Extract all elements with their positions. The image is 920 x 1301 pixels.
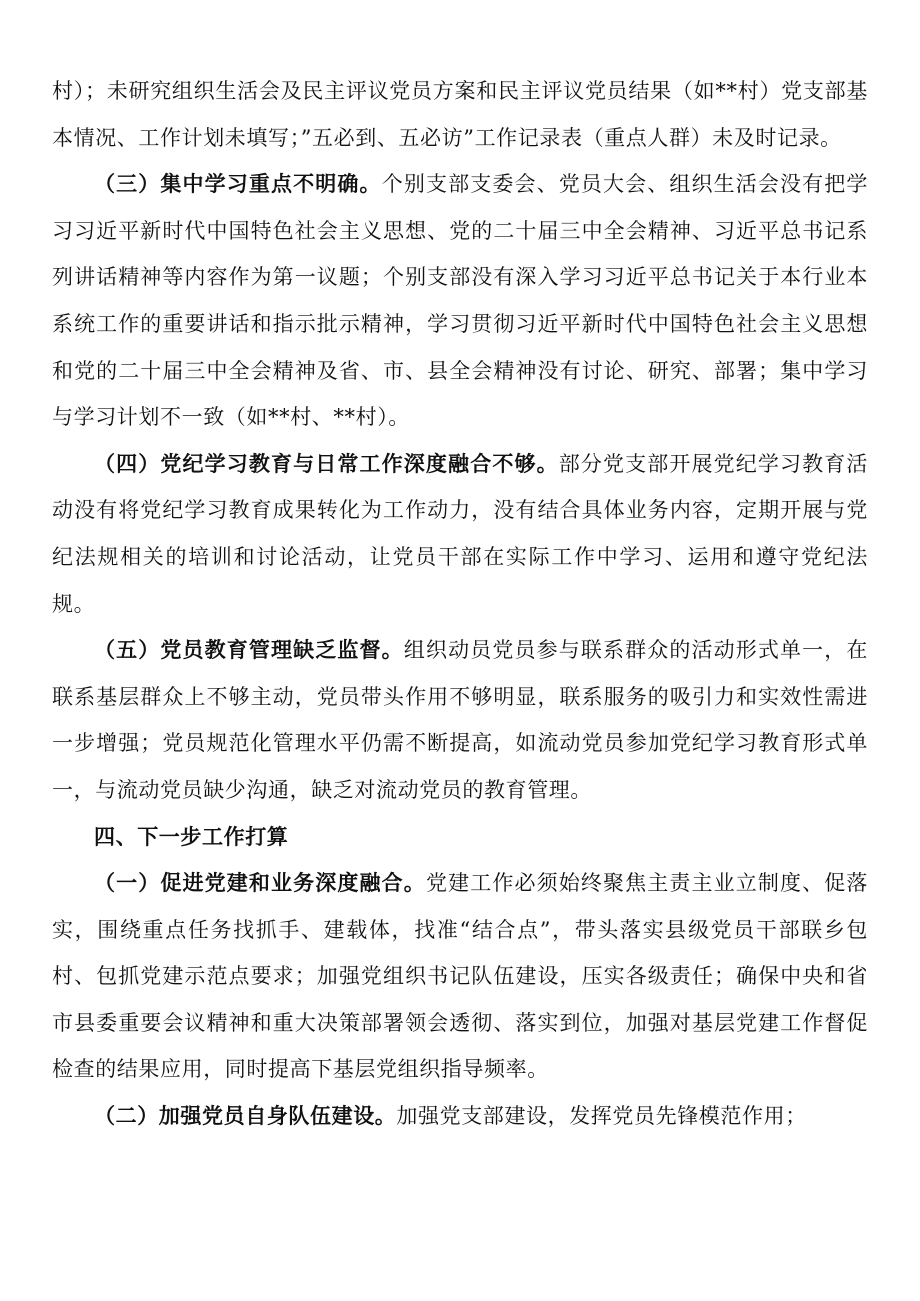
paragraph-text: 党建工作必须始终聚焦主责主业立制度、促落实，围绕重点任务找抓手、建载体，找准“结合点”，带头落实县级党员干部联乡包村、包抓党建示范点要求；加强党组织书记队伍建设，压实各级责任；确保中央和省市县委重要会议精神和重大决策部署领会透彻、落实到位，加强对基层党建工作督促检查的结果应用，同时提高下基层党组织指导频率。 — [52, 871, 869, 1082]
paragraph-text: 村）；未研究组织生活会及民主评议党员方案和民主评议党员结果（如**村）党支部基本情况、工作计划未填写；”五必到、五必访”工作记录表（重点人群）未及时记录。 — [52, 79, 868, 150]
paragraph-lead: （一）促进党建和业务深度融合。 — [94, 870, 426, 896]
paragraph-plan-2 — [52, 1093, 868, 1140]
paragraph-plan-1 — [52, 860, 868, 1093]
paragraph-section-4 — [52, 441, 868, 627]
paragraph-text: 个别支部支委会、党员大会、组织生活会没有把学习习近平新时代中国特色社会主义思想、党的二十届三中全会精神、习近平总书记系列讲话精神等内容作为第一议题；个别支部没有深入学习习近平总书记关于本行业本系统工作的重要讲话和指示批示精神，学习贯彻习近平新时代中国特色社会主义思想和党的二十届三中全会精神及省、市、县全会精神没有讨论、研究、部署；集中学习与学习计划不一致（如**村、**村）。 — [52, 172, 868, 430]
paragraph-lead: （二）加强党员自身队伍建设。 — [94, 1103, 397, 1129]
paragraph-text: 组织动员党员参与联系群众的活动形式单一，在联系基层群众上不够主动，党员带头作用不够明显，联系服务的吸引力和实效性需进一步增强；党员规范化管理水平仍需不断提高，如流动党员参加党纪学习教育形式单一，与流动党员缺少沟通，缺乏对流动党员的教育管理。 — [52, 638, 868, 802]
paragraph-continuation — [52, 68, 868, 161]
paragraph-section-3 — [52, 161, 868, 441]
paragraph-lead: （三）集中学习重点不明确。 — [94, 171, 382, 197]
paragraph-text: 部分党支部开展党纪学习教育活动没有将党纪学习教育成果转化为工作动力，没有结合具体业务内容，定期开展与党纪法规相关的培训和讨论活动，让党员干部在实际工作中学习、运用和遵守党纪法规。 — [52, 451, 868, 616]
section-heading: 四、下一步工作打算 — [94, 823, 289, 849]
document-body — [52, 68, 868, 1140]
paragraph-lead: （五）党员教育管理缺乏监督。 — [94, 637, 404, 663]
paragraph-text: 加强党支部建设，发挥党员先锋模范作用； — [396, 1104, 807, 1129]
paragraph-section-5 — [52, 627, 868, 813]
paragraph-lead: （四）党纪学习教育与日常工作深度融合不够。 — [94, 450, 559, 476]
